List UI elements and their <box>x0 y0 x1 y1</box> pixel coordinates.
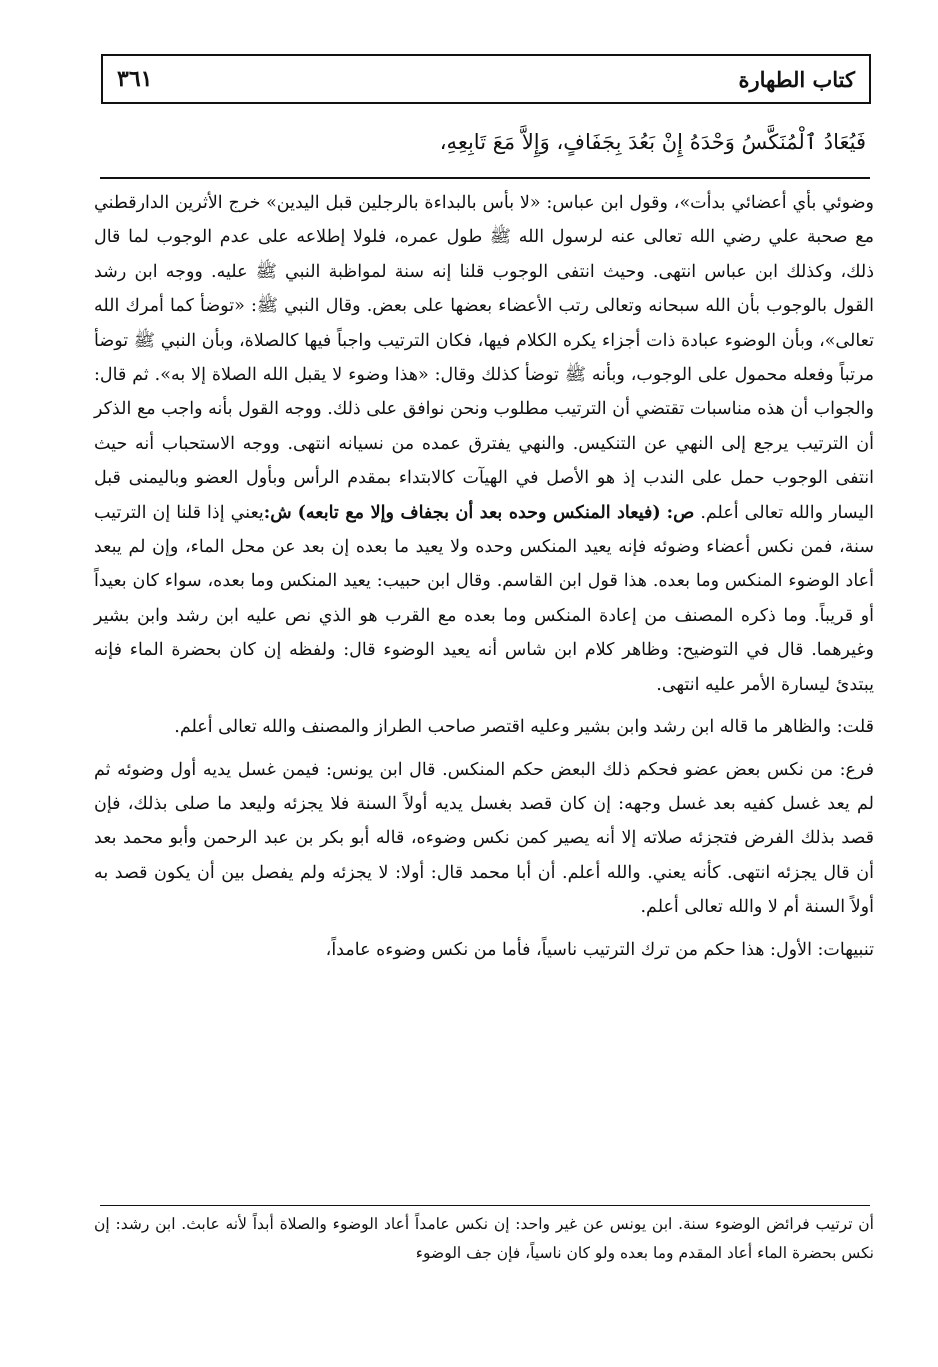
divider-top <box>100 177 870 179</box>
commentary-body <box>94 186 874 967</box>
paragraph-3: فرع: من نكس بعض عضو فحكم ذلك البعض حكم المنكس. قال ابن يونس: فيمن غسل يديه أول وضوئه ثم لم يعد غسل كفيه بعد غسل وجهه: إن كان قصد بغسل يديه أولاً السنة فلا يجزئه وليعد ما صلى بذلك، فإن قصد بذلك الفرض فتجزئه صلاته إلا أنه يصير كمن نكس وضوءه، قاله أبو بكر بن عبد الرحمن وأبو محمد بعد أن قال يجزئه انتهى. كأنه يعني. والله أعلم. أن أبا محمد قال: أولا: لا يجزئه ولم يفصل بين أن يكون قصد به أولاً السنة أم لا والله تعالى أعلم. <box>94 759 874 918</box>
paragraph-1-continued: يعني إذا قلنا إن الترتيب سنة، فمن نكس أعضاء وضوئه فإنه يعيد المنكس وحده ولا يعيد ما بعده إن بعد عن محل الماء، وإن لم يبعد أعاد الوضوء المنكس وما بعده. هذا قول ابن القاسم. وقال ابن حبيب: يعيد المنكس وما بعده، سواء كان بعيداً أو قريباً. وما ذكره المصنف من إعادة المنكس وما بعده مع القرب هو الذي نص عليه ابن رشد وابن بشير وغيرهما. قال في التوضيح: وظاهر كلام ابن شاس أنه يعيد الوضوء قال: ولفظه إن كان بحضرة الماء فإنه يبتدئ ليسارة الأمر عليه انتهى. <box>94 502 874 695</box>
footnote-text: أن ترتيب فرائض الوضوء سنة. ابن يونس عن غير واحد: إن نكس عامداً أعاد الوضوء والصلاة أبداً لأنه عابث. ابن رشد: إن نكس بحضرة الماء أعاد المقدم وما بعده ولو كان ناسياً، فإن جف الوضوء <box>94 1215 874 1262</box>
paragraph-1-text: وضوئي بأي أعضائي بدأت»، وقول ابن عباس: «لا بأس بالبداءة بالرجلين قبل اليدين» خرج الأثرين الدارقطني مع صحبة علي رضي الله تعالى عنه لرسول الله ﷺ طول عمره، فلولا إطلاعه على عدم الوجوب لما قال ذلك، وكذلك ابن عباس انتهى. وحيث انتفى الوجوب قلنا إنه سنة لمواظبة النبي ﷺ عليه. ووجه ابن رشد القول بالوجوب بأن الله سبحانه وتعالى رتب الأعضاء بعضها على بعض. وقال النبي ﷺ: «توضأ كما أمرك الله تعالى»، وبأن الوضوء عبادة ذات أجزاء يكره الكلام فيها، فكان الترتيب واجباً فيها كالصلاة، وبأن النبي ﷺ توضأ مرتباً وفعله محمول على الوجوب، وبأنه ﷺ توضأ كذلك وقال: «هذا وضوء لا يقبل الله الصلاة إلا به». ثم قال: والجواب أن هذه مناسبات تقتضي أن الترتيب مطلوب ونحن نوافق على ذلك. ووجه القول بأنه واجب مع الذكر أن الترتيب يرجع إلى النهي عن التنكيس. والنهي يفترق عمده من نسيانه انتهى. ووجه الاستحباب أنه حيث انتفى الوجوب حمل على الندب إذ هو الأصل في الهيآت كالابتداء بمقدم الرأس وبأول العضو وباليمنى قبل اليسار والله تعالى أعلم. <box>94 193 874 523</box>
page-number: ٣٦١ <box>117 66 153 92</box>
footnotes <box>94 1210 874 1268</box>
book-title: كتاب الطهارة <box>738 66 855 92</box>
matn-verse: فَيُعَادُ ٱلْمُنَكَّسُ وَحْدَهُ إِنْ بَعُدَ بِجَفَافٍ، وَإِلاَّ مَعَ تَابِعِهِ، <box>439 130 866 154</box>
paragraph-2: قلت: والظاهر ما قاله ابن رشد وابن بشير وعليه اقتصر صاحب الطراز والمصنف والله تعالى أعلم. <box>174 717 874 738</box>
sad-label: ص: <box>666 502 695 523</box>
running-header <box>101 54 871 104</box>
sharh-label: ش: <box>263 502 292 523</box>
paragraph-1 <box>94 186 874 702</box>
paragraph-4: تنبيهات: الأول: هذا حكم من ترك الترتيب ناسياً، فأما من نكس وضوءه عامداً، <box>325 939 874 960</box>
matn-quote: (فيعاد المنكس وحده بعد أن بجفاف وإلا مع تابعه) <box>297 502 661 523</box>
divider-footnotes <box>100 1205 870 1206</box>
